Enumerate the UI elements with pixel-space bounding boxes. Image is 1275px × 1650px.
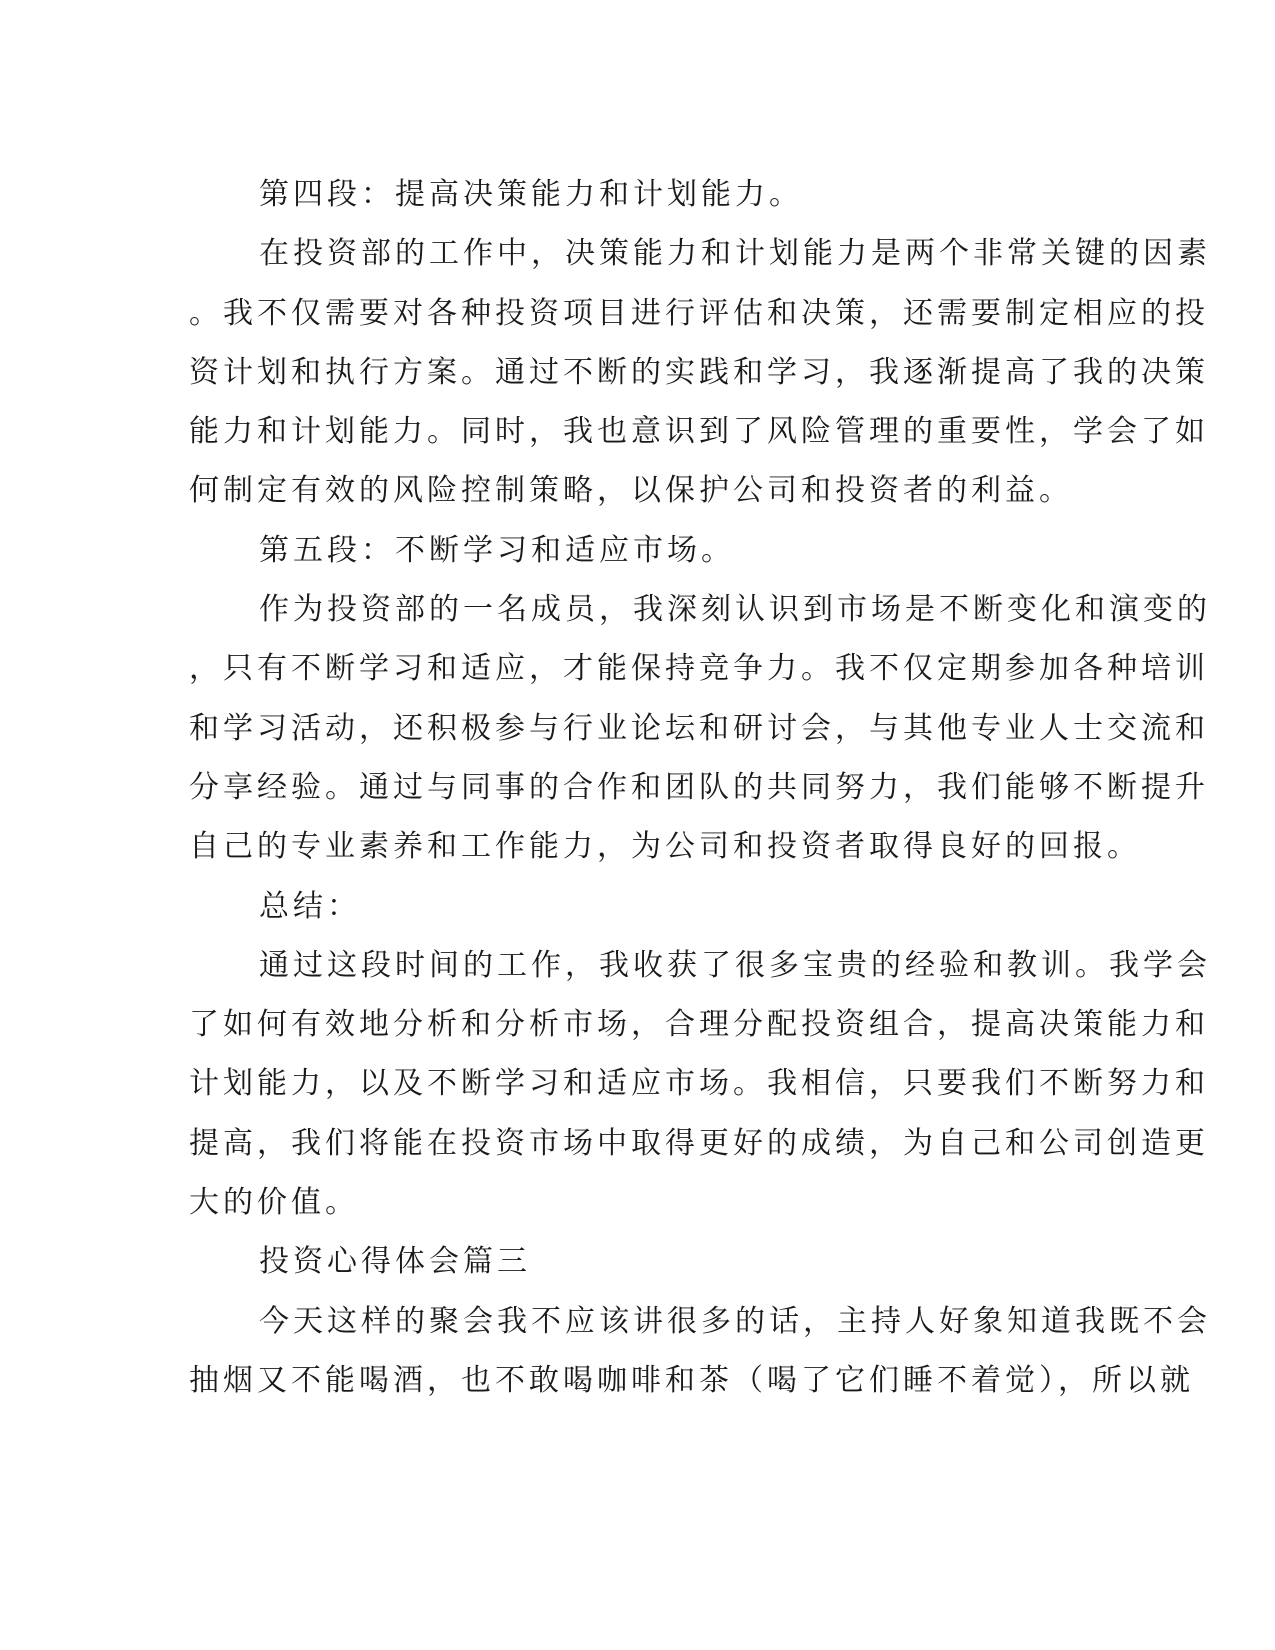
section-heading-4: 第四段：提高决策能力和计划能力。 <box>259 177 803 212</box>
document-body <box>189 165 1211 1410</box>
text-line: 分享经验。通过与同事的合作和团队的共同努力，我们能够不断提升 <box>189 769 1209 805</box>
text-line: 。我不仅需要对各种投资项目进行评估和决策，还需要制定相应的投 <box>189 295 1209 331</box>
article-title-part-3: 投资心得体会篇三 <box>259 1244 531 1280</box>
text-line: 了如何有效地分析和分析市场，合理分配投资组合，提高决策能力和 <box>189 1007 1209 1043</box>
text-line: 抽烟又不能喝酒，也不敢喝咖啡和茶（喝了它们睡不着觉），所以就 <box>189 1362 1194 1398</box>
text-line: 和学习活动，还积极参与行业论坛和研讨会，与其他专业人士交流和 <box>189 710 1209 746</box>
text-line: 在投资部的工作中，决策能力和计划能力是两个非常关键的因素 <box>259 236 1211 272</box>
section-heading-5: 第五段：不断学习和适应市场。 <box>259 532 735 568</box>
text-line: 今天这样的聚会我不应该讲很多的话，主持人好象知道我既不会 <box>259 1303 1211 1339</box>
text-line: 通过这段时间的工作，我收获了很多宝贵的经验和教训。我学会 <box>259 947 1211 983</box>
text-line: 自己的专业素养和工作能力，为公司和投资者取得良好的回报。 <box>189 829 1141 865</box>
text-line: 资计划和执行方案。通过不断的实践和学习，我逐渐提高了我的决策 <box>189 354 1209 390</box>
text-line: 计划能力，以及不断学习和适应市场。我相信，只要我们不断努力和 <box>189 1066 1209 1102</box>
text-line: 大的价值。 <box>189 1185 359 1221</box>
text-line: 能力和计划能力。同时，我也意识到了风险管理的重要性，学会了如 <box>189 414 1209 450</box>
text-line: 作为投资部的一名成员，我深刻认识到市场是不断变化和演变的 <box>259 592 1211 628</box>
text-line: 提高，我们将能在投资市场中取得更好的成绩，为自己和公司创造更 <box>189 1125 1209 1161</box>
summary-heading: 总结： <box>259 888 361 924</box>
text-line: ，只有不断学习和适应，才能保持竞争力。我不仅定期参加各种培训 <box>189 651 1209 687</box>
text-line: 何制定有效的风险控制策略，以保护公司和投资者的利益。 <box>189 473 1073 509</box>
